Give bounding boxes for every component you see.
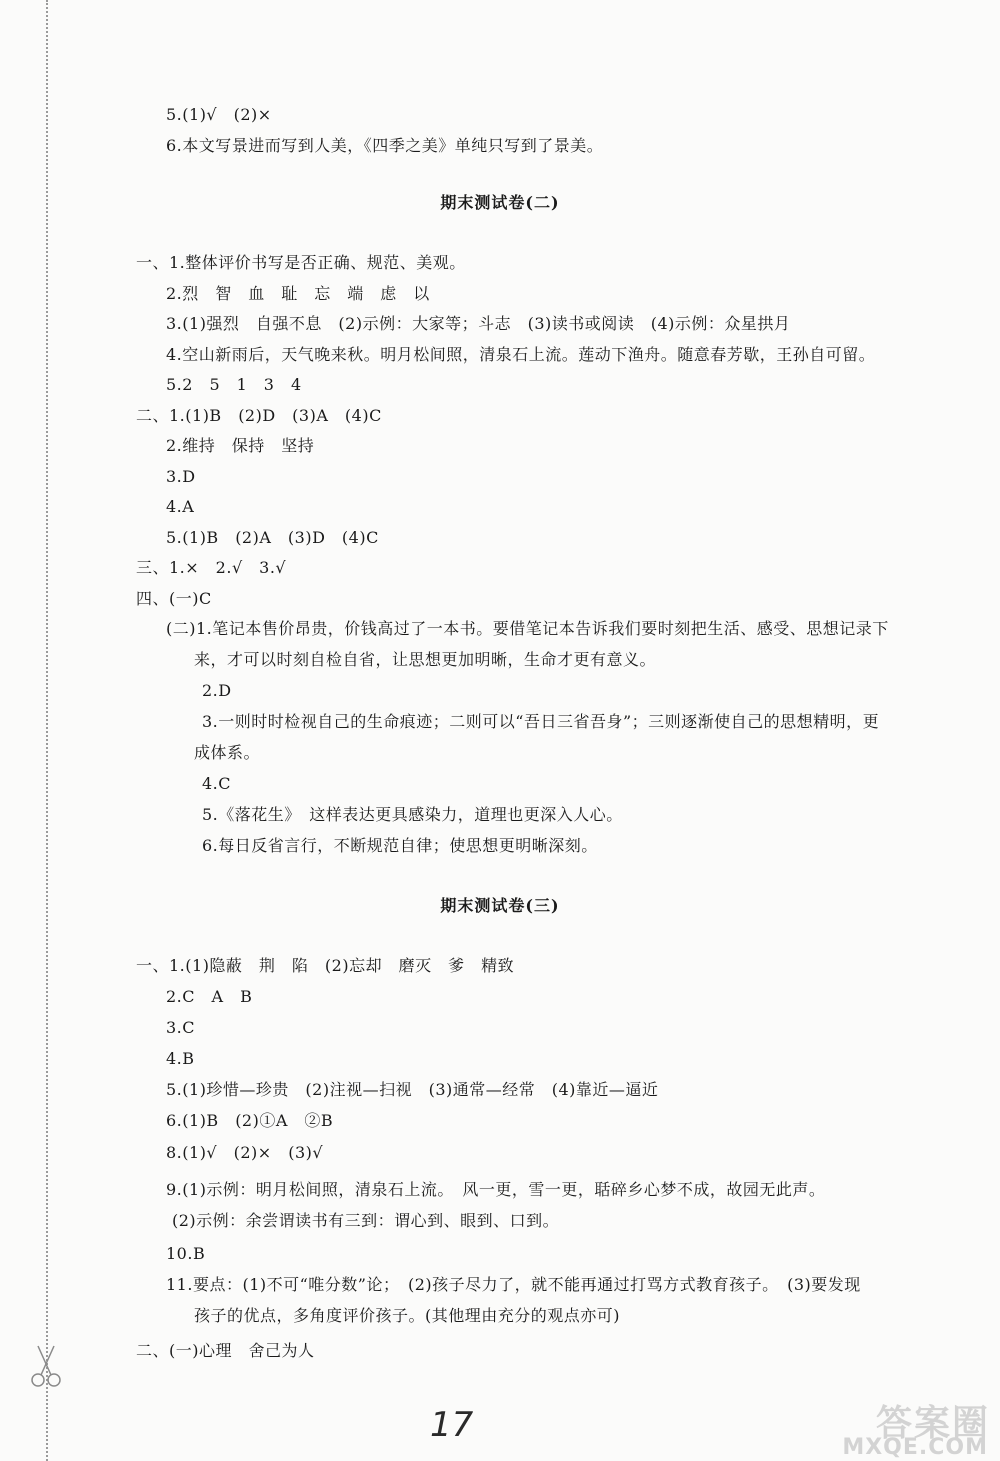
answer-line: 一、1.(1)隐蔽 荆 陷 (2)忘却 磨灭 爹 精致 <box>136 956 515 975</box>
scissors-icon <box>26 1340 66 1390</box>
answer-line: 2.维持 保持 坚持 <box>166 436 315 455</box>
watermark <box>800 1395 990 1461</box>
answer-line: 5.(1)B (2)A (3)D (4)C <box>166 528 379 547</box>
answer-line: 二、1.(1)B (2)D (3)A (4)C <box>136 406 382 425</box>
answer-line: 4.A <box>166 497 195 516</box>
answer-line: 2.烈 智 血 耻 忘 端 虑 以 <box>166 284 430 303</box>
watermark-url: MXQE.COM <box>842 1435 988 1460</box>
answer-line: 6.本文写景进而写到人美，《四季之美》单纯只写到了景美。 <box>166 136 604 155</box>
answer-line: 孩子的优点，多角度评价孩子。(其他理由充分的观点亦可) <box>194 1306 620 1325</box>
answer-line: 三、1.× 2.√ 3.√ <box>136 558 287 577</box>
answer-line: 5.2 5 1 3 4 <box>166 375 302 394</box>
answer-line: 5.(1)珍惜—珍贵 (2)注视—扫视 (3)通常—经常 (4)靠近—逼近 <box>166 1080 659 1099</box>
watermark-logo: 答案圈 <box>875 1403 990 1444</box>
answer-line: 3.一则时时检视自己的生命痕迹；二则可以“吾日三省吾身”；三则逐渐使自己的思想精明，更 <box>202 712 880 731</box>
answer-line: 10.B <box>166 1244 206 1263</box>
answer-line: (2)示例：余尝谓读书有三到：谓心到、眼到、口到。 <box>172 1211 560 1230</box>
answer-line: 四、(一)C <box>136 589 212 608</box>
answer-line: 3.(1)强烈 自强不息 (2)示例：大家等；斗志 (3)读书或阅读 (4)示例：众星拱月 <box>166 314 791 333</box>
answer-line: 5.(1)√ (2)× <box>166 105 272 124</box>
answer-line: 二、(一)心理 舍己为人 <box>136 1341 315 1360</box>
answer-line: 6.(1)B (2)①A ②B <box>166 1111 334 1130</box>
answer-line: 6.每日反省言行，不断规范自律；使思想更明晰深刻。 <box>202 836 598 855</box>
answer-line: 3.C <box>166 1018 196 1037</box>
answer-line: 11.要点：(1)不可“唯分数”论； (2)孩子尽力了，就不能再通过打骂方式教育孩子。 (3)要发现 <box>166 1275 861 1294</box>
answer-line: 4.B <box>166 1049 195 1068</box>
answer-line: 来，才可以时刻自检自省，让思想更加明晰，生命才更有意义。 <box>194 650 657 669</box>
answer-line: 4.C <box>202 774 232 793</box>
answer-line: 2.C A B <box>166 987 253 1006</box>
answer-line: 3.D <box>166 467 196 486</box>
section-title-exam-2: 期末测试卷(二) <box>440 193 560 212</box>
section-title-exam-3: 期末测试卷(三) <box>440 896 560 915</box>
page-number: 17 <box>430 1405 474 1445</box>
answer-line: 4.空山新雨后，天气晚来秋。明月松间照，清泉石上流。莲动下渔舟。随意春芳歇，王孙自可留。 <box>166 345 876 364</box>
answer-line: 8.(1)√ (2)× (3)√ <box>166 1143 324 1162</box>
answer-line: 一、1.整体评价书写是否正确、规范、美观。 <box>136 253 466 272</box>
answer-line: 2.D <box>202 681 232 700</box>
answer-line: 5.《落花生》 这样表达更具感染力，道理也更深入人心。 <box>202 805 623 824</box>
binding-dotted-line <box>46 0 48 1461</box>
answer-line: (二)1.笔记本售价昂贵，价钱高过了一本书。要借笔记本告诉我们要时刻把生活、感受、思想记录下 <box>166 619 889 638</box>
answer-line: 9.(1)示例：明月松间照，清泉石上流。 风一更，雪一更，聒碎乡心梦不成，故园无此声。 <box>166 1180 826 1199</box>
answer-line: 成体系。 <box>194 743 261 762</box>
